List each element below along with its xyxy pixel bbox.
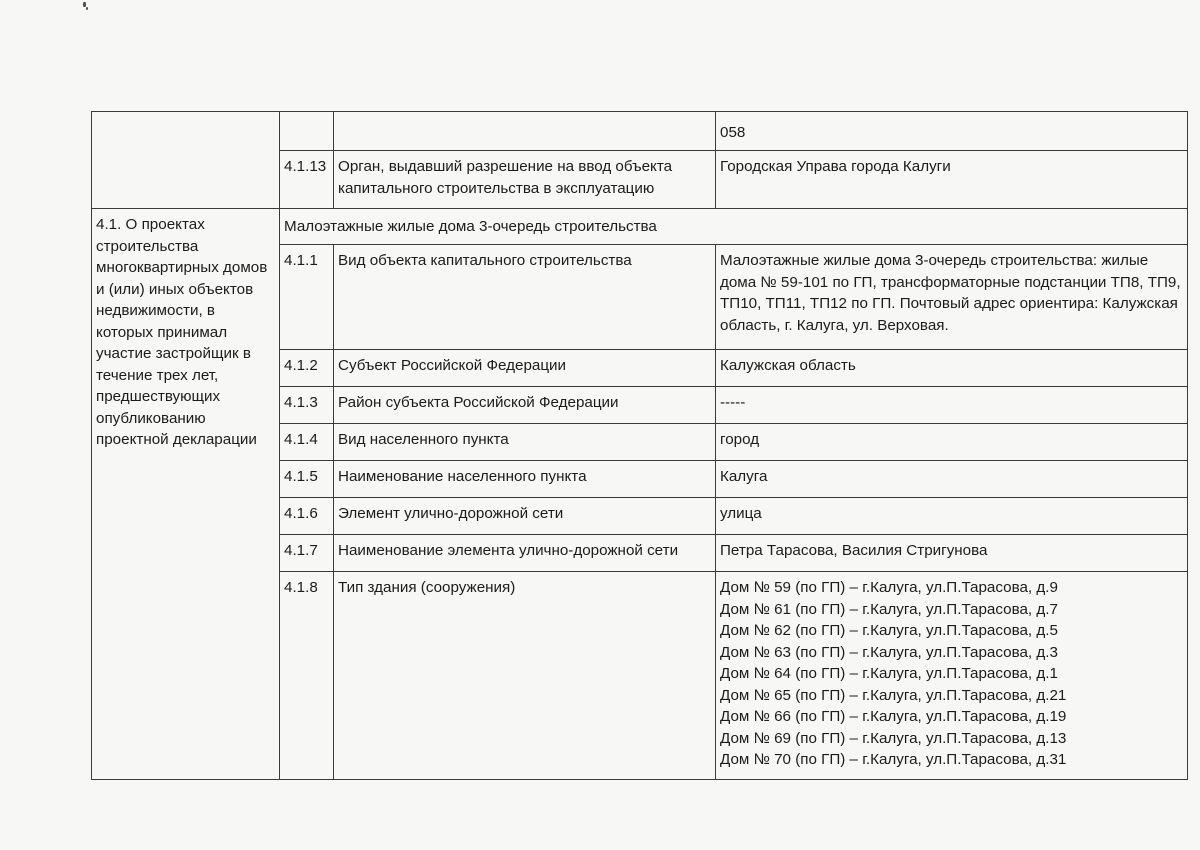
project-title: Малоэтажные жилые дома 3-очередь строительства xyxy=(280,209,1188,245)
address-item: Дом № 69 (по ГП) – г.Калуга, ул.П.Тарасова, д.13 xyxy=(720,729,1067,747)
row-number: 4.1.3 xyxy=(280,387,334,424)
row-label: Вид объекта капитального строительства xyxy=(334,245,716,350)
address-item: Дом № 59 (по ГП) – г.Калуга, ул.П.Тарасова, д.9 xyxy=(720,579,1058,596)
row-value: город xyxy=(716,424,1188,461)
row-label: Наименование населенного пункта xyxy=(334,461,716,498)
declaration-table xyxy=(91,111,1188,780)
row-number: 4.1.5 xyxy=(280,461,334,498)
row-value: Городская Управа города Калуги xyxy=(716,151,1188,209)
row-value: Малоэтажные жилые дома 3-очередь строительства: жилые дома № 59-101 по ГП, трансформаторные подстанции ТП8, ТП9, ТП10, ТП11, ТП12 по ГП. Почтовый адрес ориентира: Калужская область, г. Калуга, ул. Верховая. xyxy=(716,245,1188,350)
row-number: 4.1.8 xyxy=(280,572,334,780)
row-label: Район субъекта Российской Федерации xyxy=(334,387,716,424)
table-row xyxy=(92,209,1188,245)
row-number: 4.1.1 xyxy=(280,245,334,350)
row-value: Калуга xyxy=(716,461,1188,498)
row-value: улица xyxy=(716,498,1188,535)
row-number: 4.1.4 xyxy=(280,424,334,461)
address-item: Дом № 61 (по ГП) – г.Калуга, ул.П.Тарасова, д.7 xyxy=(720,600,1058,618)
row-label: Тип здания (сооружения) xyxy=(334,572,716,780)
row-number: 4.1.13 xyxy=(280,151,334,209)
address-item: Дом № 62 (по ГП) – г.Калуга, ул.П.Тарасова, д.5 xyxy=(720,622,1058,639)
address-item: Дом № 70 (по ГП) – г.Калуга, ул.П.Тарасова, д.31 xyxy=(720,751,1067,768)
section-label: 4.1. О проектах строительства многоквартирных домов и (или) иных объектов недвижимости, в которых принимал участие застройщик в течение трех лет, предшествующих опубликованию проектной декларации xyxy=(92,209,280,780)
empty-section-cell xyxy=(92,112,280,209)
address-item: Дом № 65 (по ГП) – г.Калуга, ул.П.Тарасова, д.21 xyxy=(720,686,1067,704)
row-label: Орган, выдавший разрешение на ввод объекта капитального строительства в эксплуатацию xyxy=(334,151,716,209)
row-value: 058 xyxy=(716,112,1188,151)
scan-artifact xyxy=(86,7,88,10)
row-label: Вид населенного пункта xyxy=(334,424,716,461)
row-value: ----- xyxy=(716,387,1188,424)
address-list xyxy=(716,572,1188,780)
row-label: Наименование элемента улично-дорожной сети xyxy=(334,535,716,572)
address-item: Дом № 66 (по ГП) – г.Калуга, ул.П.Тарасова, д.19 xyxy=(720,708,1067,725)
row-number xyxy=(280,112,334,151)
row-label xyxy=(334,112,716,151)
row-value: Калужская область xyxy=(716,350,1188,387)
row-number: 4.1.2 xyxy=(280,350,334,387)
row-number: 4.1.7 xyxy=(280,535,334,572)
row-label: Элемент улично-дорожной сети xyxy=(334,498,716,535)
row-label: Субъект Российской Федерации xyxy=(334,350,716,387)
row-number: 4.1.6 xyxy=(280,498,334,535)
address-item: Дом № 63 (по ГП) – г.Калуга, ул.П.Тарасова, д.3 xyxy=(720,643,1058,661)
table-row xyxy=(92,112,1188,151)
address-item: Дом № 64 (по ГП) – г.Калуга, ул.П.Тарасова, д.1 xyxy=(720,665,1058,682)
row-value: Петра Тарасова, Василия Стригунова xyxy=(716,535,1188,572)
